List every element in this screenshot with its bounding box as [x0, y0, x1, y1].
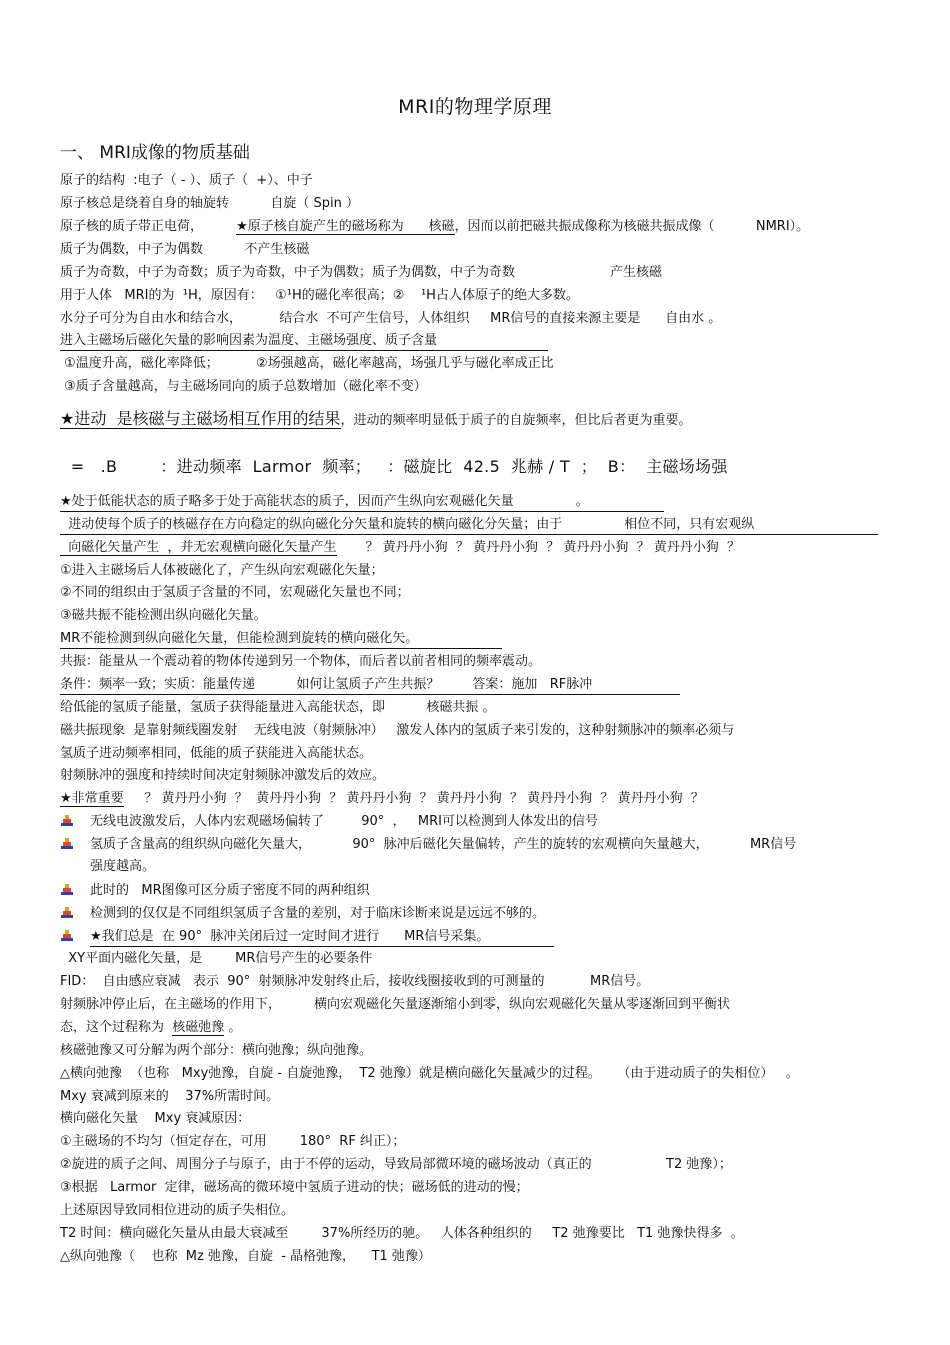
text-line: [60, 410, 692, 430]
text-line: 原子的结构 :电子（ - ）、质子（ +）、中子: [60, 173, 313, 188]
underlined-text: 核磁弛豫: [172, 1020, 225, 1035]
text-line: 射频脉冲的强度和持续时间决定射频脉冲激发后的效应。: [60, 768, 386, 783]
underlined-text: ★非常重要: [60, 791, 124, 806]
text-line: ②不同的组织由于氢质子含量的不同，宏观磁化矢量也不同；: [60, 585, 410, 600]
text-line: T2 时间：横向磁化矢量从由最大衰减至 37%所经历的驰。 人体各种组织的 T2 弛豫要比 T1 弛豫快得多 。: [60, 1226, 744, 1241]
text-span: 原子核的质子带正电荷，: [60, 219, 237, 234]
text-line: 磁共振现象 是靠射频线圈发射 无线电波（射频脉冲） 激发人体内的氢质子来引发的，这种射频脉冲的频率必须与: [60, 723, 735, 738]
bullet-text: 强度越高。: [90, 859, 156, 874]
bullet-icon: [60, 837, 74, 851]
bullet-text: 检测到的仅仅是不同组织氢质子含量的差别，对于临床诊断来说是远远不够的。: [90, 906, 546, 921]
text-line: 条件：频率一致；实质：能量传递 如何让氢质子产生共振？ 答案：施加 RF脉冲: [60, 676, 680, 695]
text-line: [60, 539, 740, 557]
underlined-text: ★进动 是核磁与主磁场相互作用的结果: [60, 409, 341, 428]
text-line: MR不能检测到纵向磁化矢量，但能检测到旋转的横向磁化矢。: [60, 630, 502, 649]
text-line: 核磁弛豫又可分解为两个部分：横向弛豫；纵向弛豫。: [60, 1043, 373, 1058]
text-line: 横向磁化矢量 Mxy 衰减原因：: [60, 1111, 251, 1126]
text-line: ③磁共振不能检测出纵向磁化矢量。: [60, 608, 267, 623]
bullet-text: 氢质子含量高的组织纵向磁化矢量大， 90° 脉冲后磁化矢量偏转，产生的旋转的宏观横向矢量越大， MR信号: [90, 837, 797, 852]
text-line: ①主磁场的不均匀（恒定存在，可用 180° RF 纠正）；: [60, 1134, 406, 1149]
text-line: 质子为偶数，中子为偶数 不产生核磁: [60, 242, 310, 257]
text-span: ，进动的频率明显低于质子的自旋频率，但比后者更为重要。: [340, 413, 692, 428]
text-line: 射频脉冲停止后，在主磁场的作用下， 横向宏观磁化矢量逐渐缩小到零，纵向宏观磁化矢量从零逐渐回到平衡状: [60, 997, 731, 1012]
text-span: ？ 黄丹丹小狗 ？ 黄丹丹小狗 ？ 黄丹丹小狗 ？ 黄丹丹小狗 ？ 黄丹丹小狗 ？ 黄丹丹小狗 ？: [123, 791, 704, 806]
text-span: 。: [224, 1020, 242, 1035]
text-line: △纵向弛豫（ 也称 Mz 弛豫，自旋 - 晶格弛豫， T1 弛豫）: [60, 1249, 431, 1264]
text-line: 原子核总是绕着自身的轴旋转 自旋（ Spin ）: [60, 196, 359, 211]
text-line: ★处于低能状态的质子略多于处于高能状态的质子，因而产生纵向宏观磁化矢量 。: [60, 493, 664, 512]
section-heading: 一、 MRI成像的物质基础: [60, 143, 250, 163]
underlined-text: 向磁化矢量产生 ，并无宏观横向磁化矢量产生: [60, 540, 337, 555]
text-line: [60, 218, 809, 236]
text-line: ③质子含量越高，与主磁场同向的质子总数增加（磁化率不变）: [60, 379, 427, 394]
text-line: ②旋进的质子之间、周围分子与原子，由于不停的运动，导致局部微环境的磁场波动（真正的 T2 弛豫）；: [60, 1157, 732, 1172]
text-line: ①温度升高，磁化率降低； ②场强越高，磁化率越高，场强几乎与磁化率成正比: [60, 356, 554, 371]
text-line: 氢质子进动频率相同，低能的质子获能进入高能状态。: [60, 746, 373, 761]
text-line: [60, 790, 704, 808]
text-line: FID： 自由感应衰减 表示 90° 射频脉冲发射终止后，接收线圈接收到的可测量的 MR信号。: [60, 974, 650, 989]
text-span: ？ 黄丹丹小狗 ？ 黄丹丹小狗 ？ 黄丹丹小狗 ？ 黄丹丹小狗 ？: [336, 540, 741, 555]
text-line: 用于人体 MRI的为 ¹H，原因有： ①¹H的磁化率很高；② ¹H占人体原子的绝大多数。: [60, 288, 579, 303]
text-line: 进动使每个质子的核磁存在方向稳定的纵向磁化分矢量和旋转的横向磁化分矢量；由于 相位不同，只有宏观纵: [60, 516, 878, 535]
underlined-text: ★原子核自旋产生的磁场称为 核磁: [236, 219, 455, 234]
text-line: ①进入主磁场后人体被磁化了，产生纵向宏观磁化矢量；: [60, 563, 384, 578]
bullet-icon: [60, 814, 74, 828]
bullet-text: 此时的 MR图像可区分质子密度不同的两种组织: [90, 883, 370, 898]
text-line: 水分子可分为自由水和结合水， 结合水 不可产生信号，人体组织 MR信号的直接来源主要是 自由水 。: [60, 311, 722, 326]
bullet-icon: [60, 906, 74, 920]
bullet-icon: [60, 883, 74, 897]
bullet-text: 无线电波激发后，人体内宏观磁场偏转了 90° ， MRI可以检测到人体发出的信号: [90, 814, 598, 829]
text-span: ，因而以前把磁共振成像称为核磁共振成像（ NMRI）。: [454, 219, 810, 234]
text-line: Mxy 衰减到原来的 37%所需时间。: [60, 1089, 280, 1104]
text-line: ③根据 Larmor 定律，磁场高的微环境中氢质子进动的快；磁场低的进动的慢；: [60, 1180, 529, 1195]
bullet-text: ★我们总是 在 90° 脉冲关闭后过一定时间才进行 MR信号采集。: [90, 928, 554, 947]
bullet-icon: [60, 929, 74, 943]
page-title: MRI的物理学原理: [398, 96, 552, 118]
text-line: 上述原因导致同相位进动的质子失相位。: [60, 1203, 295, 1218]
text-line: 给低能的氢质子能量，氢质子获得能量进入高能状态，即 核磁共振 。: [60, 700, 496, 715]
text-line: △横向弛豫 （也称 Mxy弛豫，自旋 - 自旋弛豫， T2 弛豫）就是横向磁化矢量减少的过程。 （由于进动质子的失相位） 。: [60, 1066, 799, 1081]
formula-line: = .B ：进动频率 Larmor 频率； ：磁旋比 42.5 兆赫 / T ； B： 主磁场场强: [60, 457, 728, 476]
text-line: [60, 1019, 241, 1037]
text-span: 态，这个过程称为: [60, 1020, 173, 1035]
text-line: 质子为奇数，中子为奇数；质子为奇数，中子为偶数；质子为偶数，中子为奇数 产生核磁: [60, 265, 663, 280]
text-line: XY平面内磁化矢量，是 MR信号产生的必要条件: [60, 951, 373, 966]
text-line: 进入主磁场后磁化矢量的影响因素为温度、主磁场强度、质子含量: [60, 332, 548, 351]
text-line: 共振：能量从一个震动着的物体传递到另一个物体，而后者以前者相同的频率震动。: [60, 654, 542, 669]
